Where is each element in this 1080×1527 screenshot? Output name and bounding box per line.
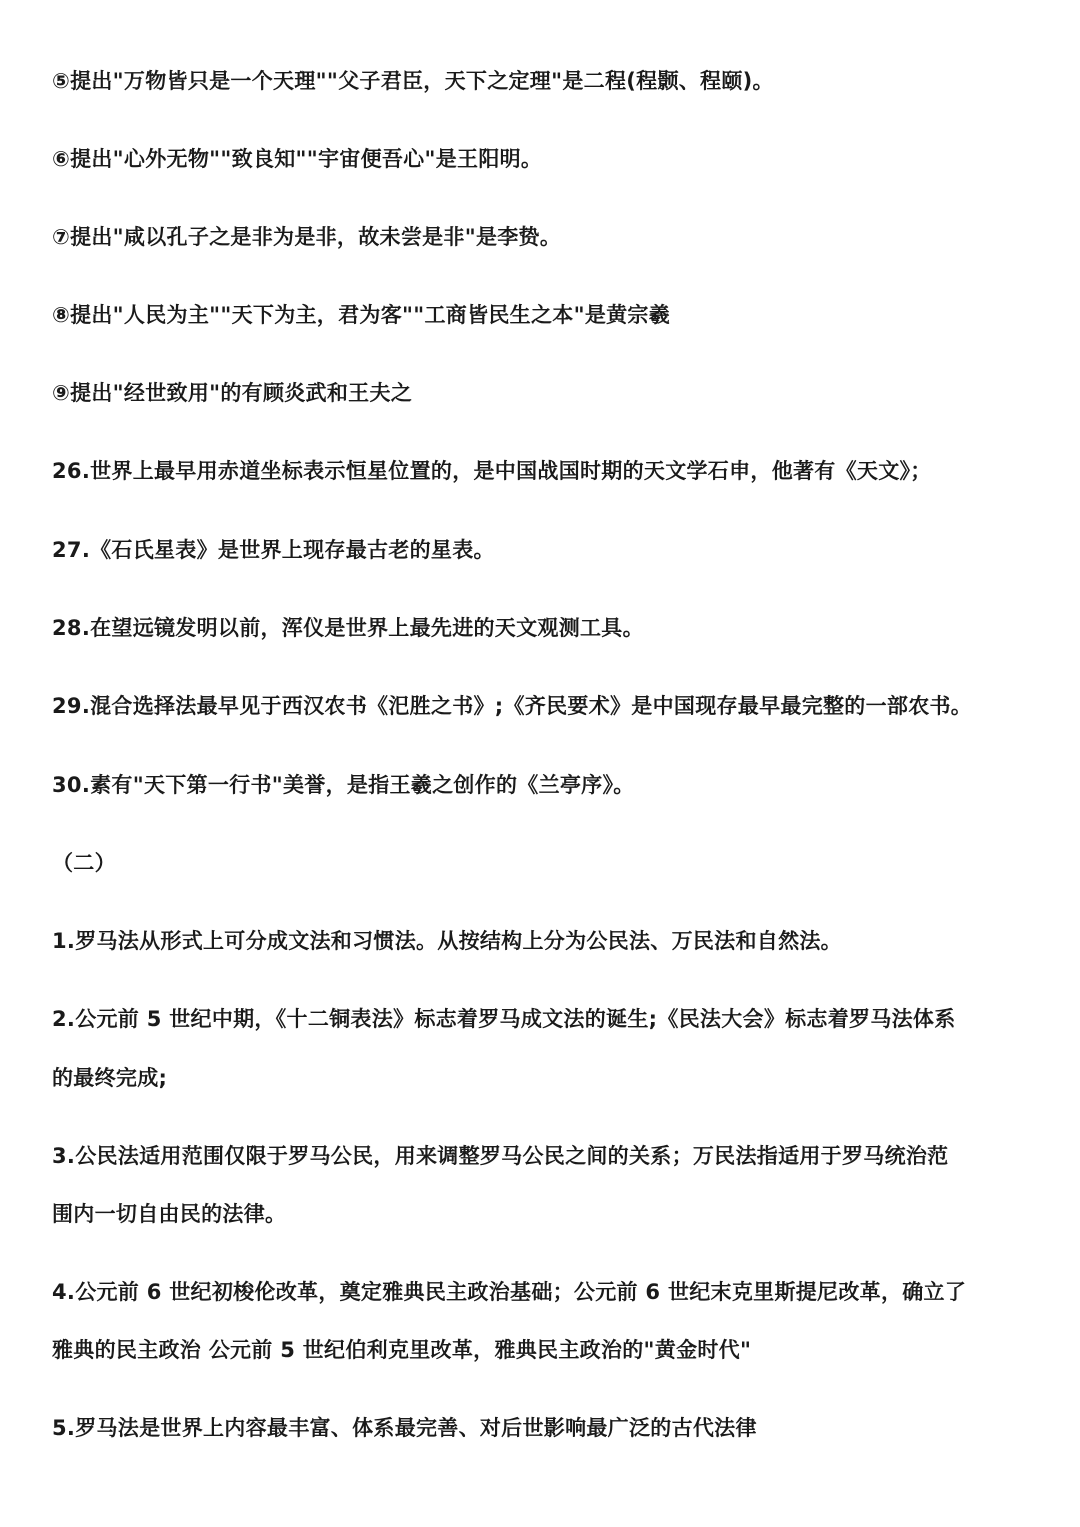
text-line: 5.罗马法是世界上内容最丰富、体系最完善、对后世影响最广泛的古代法律 xyxy=(52,1416,757,1440)
text-line: 的最终完成; xyxy=(52,1066,168,1090)
text-line: ⑧提出"人民为主""天下为主，君为客""工商皆民生之本"是黄宗羲 xyxy=(52,303,671,327)
section-heading: （二） xyxy=(52,851,116,875)
text-line: ⑨提出"经世致用"的有顾炎武和王夫之 xyxy=(52,381,413,405)
text-line: 4.公元前 6 世纪初梭伦改革，奠定雅典民主政治基础；公元前 6 世纪末克里斯提尼改革，确立了 xyxy=(52,1280,967,1304)
text-line: ⑤提出"万物皆只是一个天理""父子君臣，天下之定理"是二程(程颢、程颐)。 xyxy=(52,69,774,93)
text-line: 2.公元前 5 世纪中期，《十二铜表法》标志着罗马成文法的诞生;《民法大会》标志着罗马法体系 xyxy=(52,1007,956,1031)
text-line: 围内一切自由民的法律。 xyxy=(52,1202,287,1226)
text-line: 27.《石氏星表》是世界上现存最古老的星表。 xyxy=(52,538,495,562)
text-line: 26.世界上最早用赤道坐标表示恒星位置的，是中国战国时期的天文学石申，他著有《天文》； xyxy=(52,459,932,483)
text-line: ⑥提出"心外无物""致良知""宇宙便吾心"是王阳明。 xyxy=(52,147,543,171)
text-line: 1.罗马法从形式上可分成文法和习惯法。从按结构上分为公民法、万民法和自然法。 xyxy=(52,929,842,953)
text-line: 3.公民法适用范围仅限于罗马公民，用来调整罗马公民之间的关系；万民法指适用于罗马统治范 xyxy=(52,1144,949,1168)
text-line: 28.在望远镜发明以前，浑仪是世界上最先进的天文观测工具。 xyxy=(52,616,644,640)
text-line: ⑦提出"咸以孔子之是非为是非，故未尝是非"是李贽。 xyxy=(52,225,562,249)
text-line: 29.混合选择法最早见于西汉农书《汜胜之书》;《齐民要术》是中国现存最早最完整的一部农书。 xyxy=(52,694,973,718)
text-line: 30.素有"天下第一行书"美誉，是指王羲之创作的《兰亭序》。 xyxy=(52,773,635,797)
text-line: 雅典的民主政治 公元前 5 世纪伯利克里改革，雅典民主政治的"黄金时代" xyxy=(52,1338,752,1362)
